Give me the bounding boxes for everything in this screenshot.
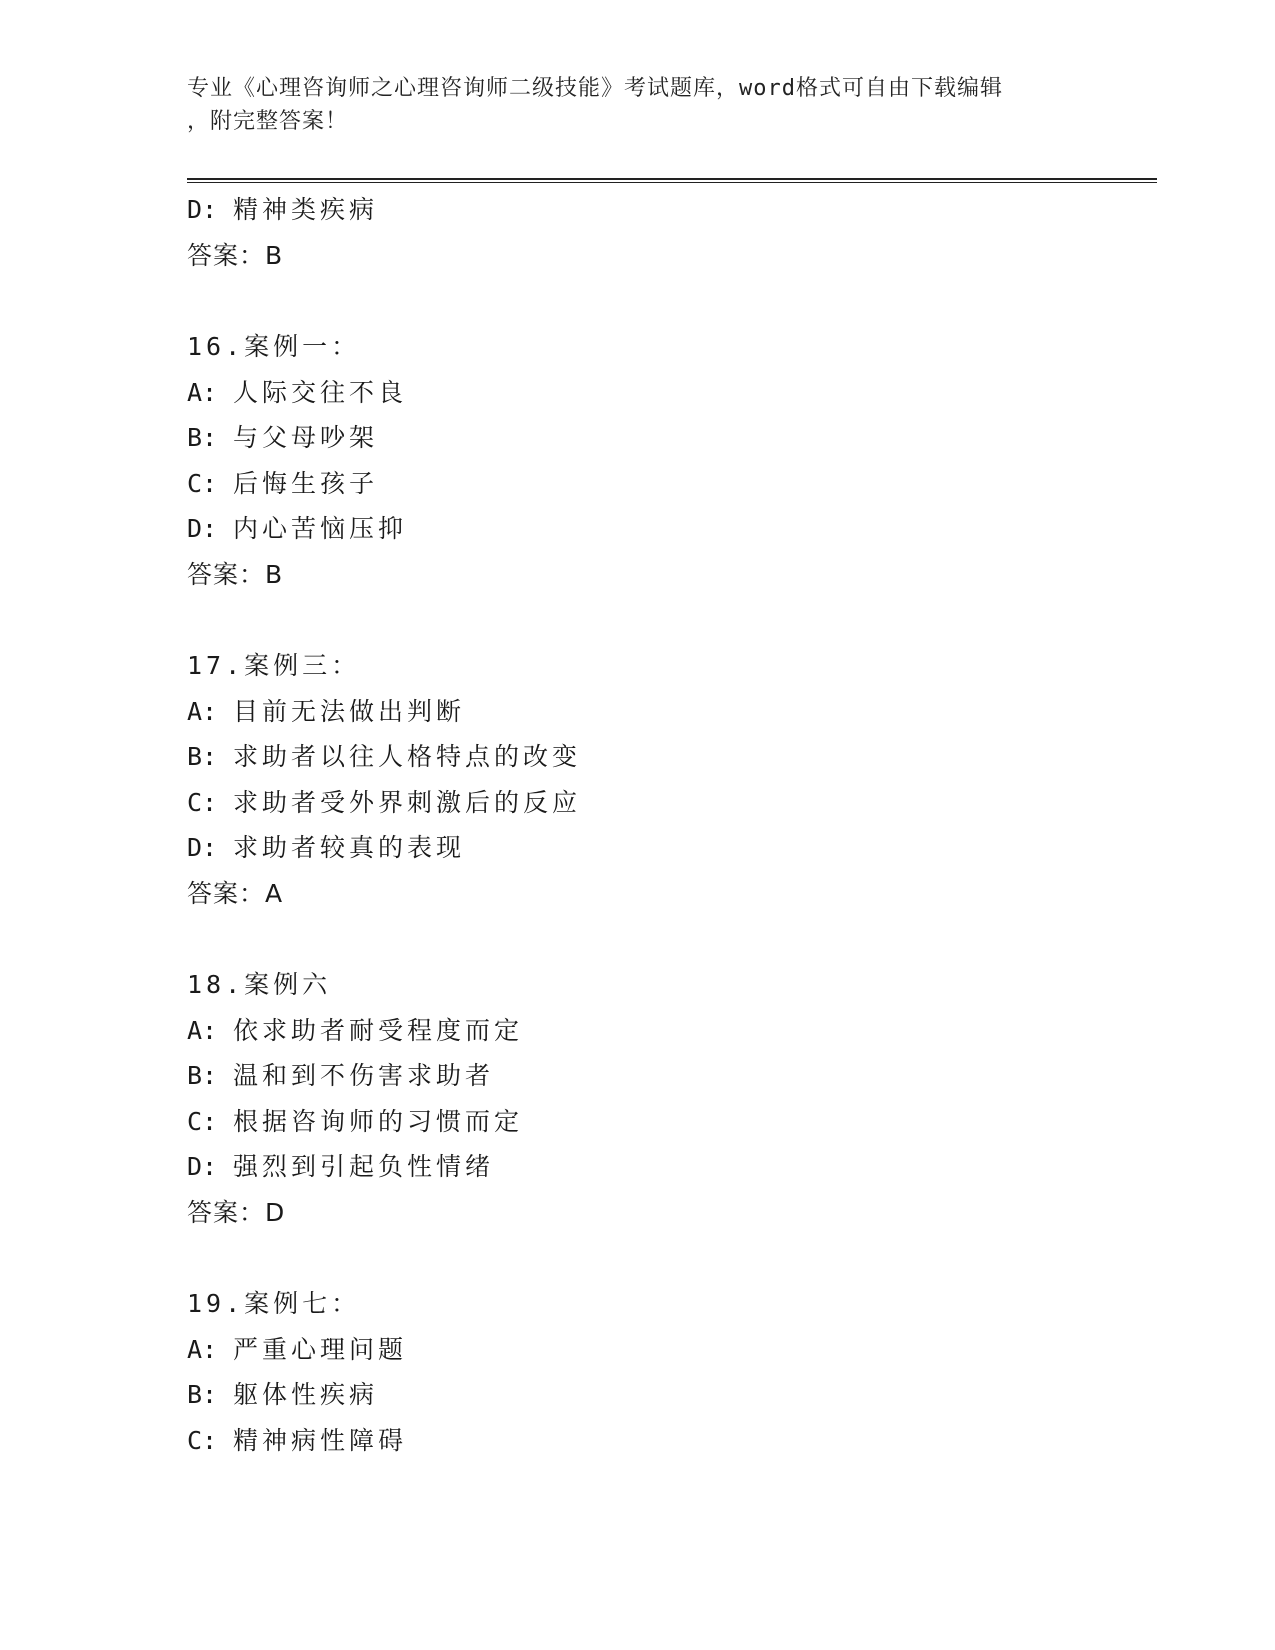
option-d — [187, 1144, 1147, 1190]
question-title: 18.案例六 — [187, 970, 332, 999]
option-text: 严重心理问题 — [233, 1334, 408, 1364]
option-letter: C: — [187, 1425, 218, 1455]
spacer — [187, 916, 1147, 962]
option-a — [187, 689, 1147, 735]
question-list — [187, 187, 1147, 1463]
option-letter: A: — [187, 696, 218, 726]
option-letter: D: — [187, 195, 218, 224]
option-d — [187, 825, 1147, 871]
answer-line: 答案：D — [187, 1197, 286, 1227]
header-line-1: 专业《心理咨询师之心理咨询师二级技能》考试题库，word格式可自由下载编辑 — [187, 76, 1003, 101]
option-c — [187, 1099, 1147, 1145]
option-letter: C: — [187, 1106, 218, 1136]
header-divider — [187, 178, 1157, 183]
option-text: 躯体性疾病 — [233, 1380, 379, 1409]
option-d — [187, 187, 1147, 233]
header-line-2: ，附完整答案！ — [187, 109, 349, 134]
option-d — [187, 506, 1147, 552]
option-text: 与父母吵架 — [233, 423, 379, 452]
option-text: 求助者受外界刺激后的反应 — [233, 787, 582, 817]
option-letter: D: — [187, 514, 218, 543]
option-letter: C: — [187, 468, 218, 498]
spacer — [187, 278, 1147, 324]
question-18 — [187, 962, 1147, 1235]
option-letter: A: — [187, 1015, 218, 1045]
option-letter: D: — [187, 1152, 218, 1181]
document-header — [187, 72, 1087, 138]
option-c — [187, 1418, 1147, 1464]
option-c — [187, 461, 1147, 507]
option-letter: B: — [187, 423, 218, 452]
option-letter: A: — [187, 377, 218, 407]
question-17 — [187, 643, 1147, 916]
option-letter: C: — [187, 787, 218, 817]
option-a — [187, 1008, 1147, 1054]
option-letter: B: — [187, 1380, 218, 1409]
answer-line: 答案：A — [187, 878, 284, 908]
option-letter: A: — [187, 1334, 218, 1364]
option-text: 精神类疾病 — [233, 195, 379, 224]
option-b — [187, 415, 1147, 461]
option-b — [187, 1053, 1147, 1099]
question-19 — [187, 1281, 1147, 1463]
question-title: 16.案例一： — [187, 332, 361, 361]
option-text: 内心苦恼压抑 — [233, 514, 408, 543]
option-a — [187, 370, 1147, 416]
option-b — [187, 1372, 1147, 1418]
option-text: 精神病性障碍 — [233, 1425, 408, 1455]
question-title: 17.案例三： — [187, 651, 361, 680]
question-16 — [187, 324, 1147, 597]
option-text: 求助者较真的表现 — [233, 833, 466, 862]
option-text: 求助者以往人格特点的改变 — [233, 742, 582, 771]
option-text: 强烈到引起负性情绪 — [233, 1152, 495, 1181]
option-text: 人际交往不良 — [233, 377, 408, 407]
option-letter: B: — [187, 1061, 218, 1090]
option-text: 后悔生孩子 — [233, 468, 379, 498]
option-letter: B: — [187, 742, 218, 771]
question-title: 19.案例七： — [187, 1289, 361, 1318]
option-text: 根据咨询师的习惯而定 — [233, 1106, 524, 1136]
answer-line: 答案：B — [187, 240, 284, 270]
spacer — [187, 1235, 1147, 1281]
option-text: 温和到不伤害求助者 — [233, 1061, 495, 1090]
option-b — [187, 734, 1147, 780]
option-c — [187, 780, 1147, 826]
option-letter: D: — [187, 833, 218, 862]
spacer — [187, 597, 1147, 643]
option-text: 目前无法做出判断 — [233, 696, 466, 726]
option-text: 依求助者耐受程度而定 — [233, 1015, 524, 1045]
option-a — [187, 1327, 1147, 1373]
answer-line: 答案：B — [187, 559, 284, 589]
